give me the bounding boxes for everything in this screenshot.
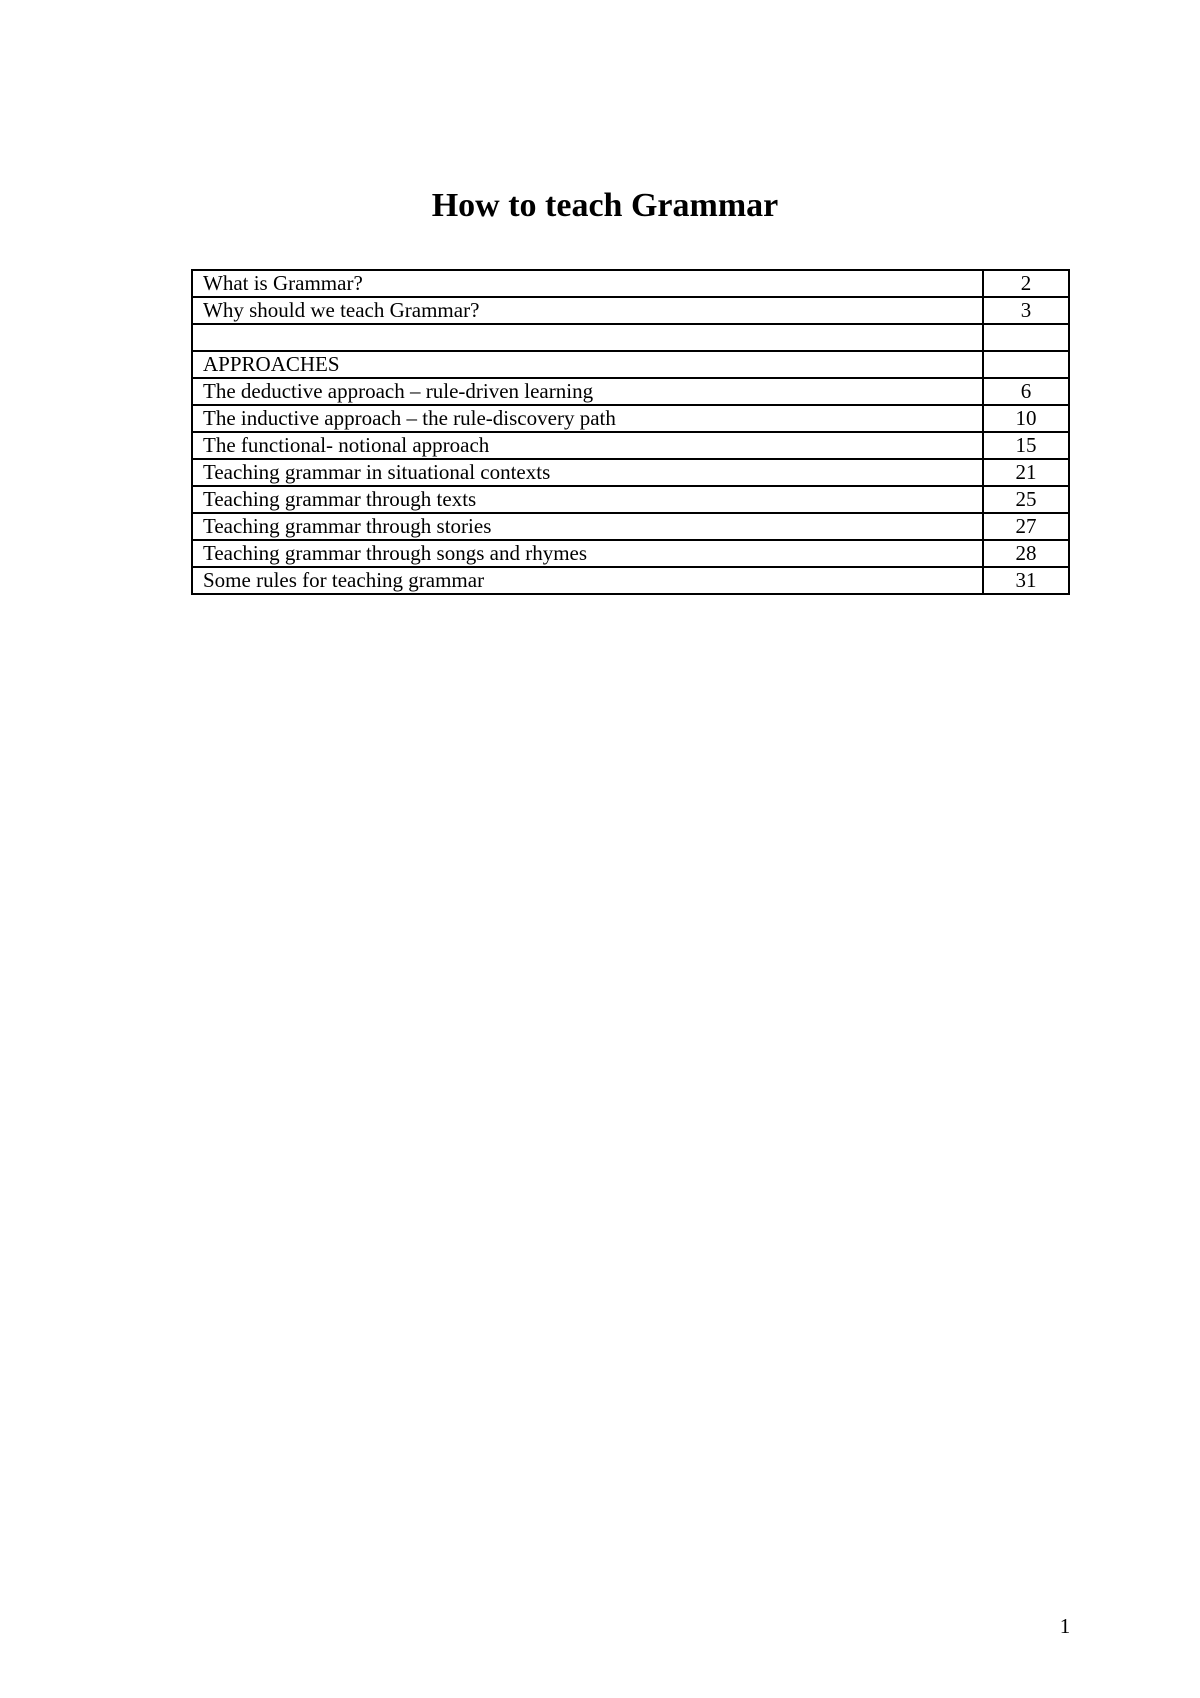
toc-entry-page: 28 — [983, 540, 1069, 567]
table-row — [192, 513, 1069, 540]
table-row — [192, 297, 1069, 324]
toc-entry-page — [983, 351, 1069, 378]
page-title: How to teach Grammar — [431, 187, 779, 224]
table-row — [192, 486, 1069, 513]
table-row — [192, 324, 1069, 351]
toc-entry-page: 25 — [983, 486, 1069, 513]
toc-entry-title — [192, 324, 983, 351]
toc-entry-title: Teaching grammar in situational contexts — [192, 459, 983, 486]
table-row — [192, 405, 1069, 432]
table-of-contents — [191, 269, 1070, 595]
toc-entry-title: What is Grammar? — [192, 270, 983, 297]
toc-entry-page: 6 — [983, 378, 1069, 405]
table-row — [192, 567, 1069, 594]
toc-entry-page: 27 — [983, 513, 1069, 540]
table-row — [192, 432, 1069, 459]
toc-entry-page: 31 — [983, 567, 1069, 594]
toc-section-heading: APPROACHES — [192, 351, 983, 378]
table-row — [192, 351, 1069, 378]
toc-entry-page: 2 — [983, 270, 1069, 297]
toc-entry-page — [983, 324, 1069, 351]
toc-entry-title: Why should we teach Grammar? — [192, 297, 983, 324]
page-number: 1 — [1059, 1614, 1071, 1638]
table-row — [192, 270, 1069, 297]
toc-entry-title: Teaching grammar through texts — [192, 486, 983, 513]
toc-entry-title: Some rules for teaching grammar — [192, 567, 983, 594]
toc-entry-page: 10 — [983, 405, 1069, 432]
toc-entry-title: Teaching grammar through stories — [192, 513, 983, 540]
toc-entry-page: 21 — [983, 459, 1069, 486]
toc-entry-title: The inductive approach – the rule-discovery path — [192, 405, 983, 432]
table-row — [192, 459, 1069, 486]
toc-entry-page: 15 — [983, 432, 1069, 459]
table-row — [192, 378, 1069, 405]
table-row — [192, 540, 1069, 567]
toc-entry-title: The deductive approach – rule-driven learning — [192, 378, 983, 405]
toc-entry-title: Teaching grammar through songs and rhymes — [192, 540, 983, 567]
toc-entry-title: The functional- notional approach — [192, 432, 983, 459]
toc-entry-page: 3 — [983, 297, 1069, 324]
